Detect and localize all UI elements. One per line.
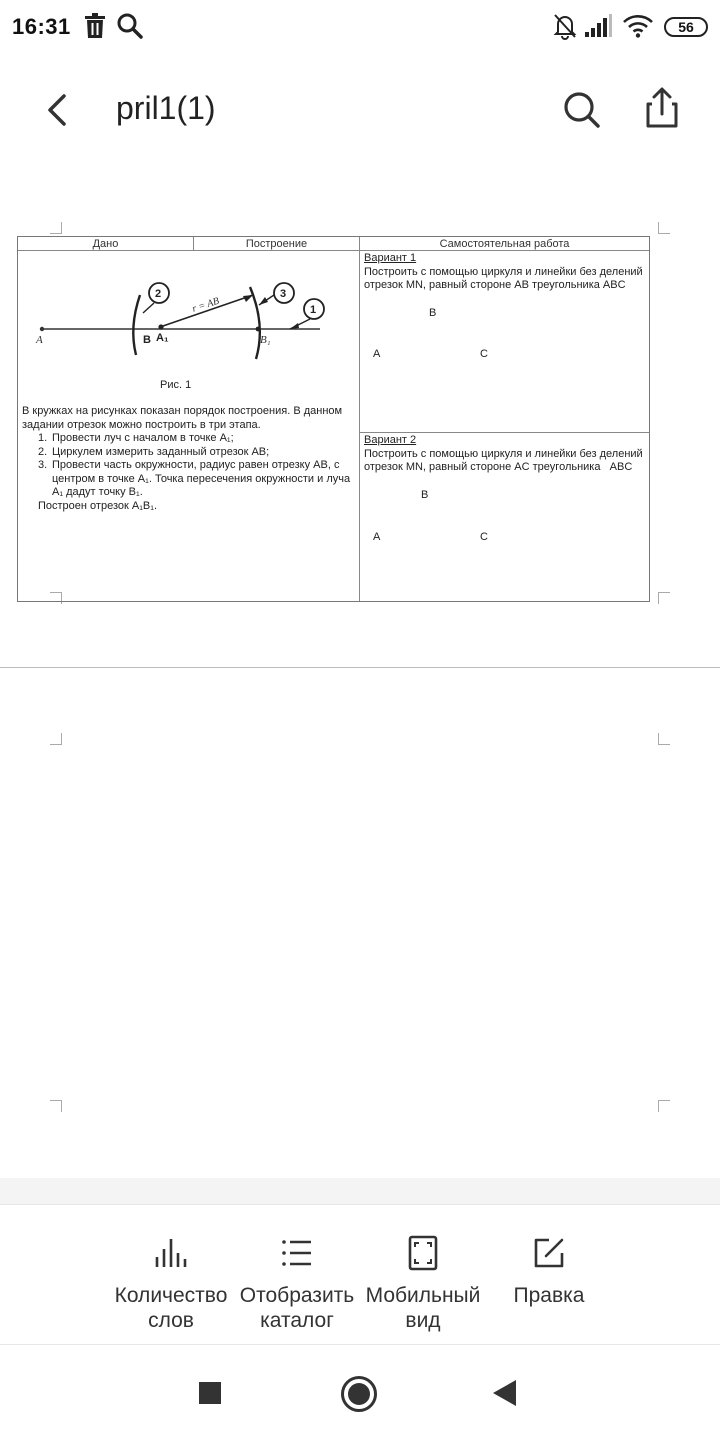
search-icon[interactable] [558,86,606,134]
document-title: pril1(1) [116,90,216,126]
wifi-icon [622,14,654,38]
list-item: 1. Провести луч с началом в точке А₁; [38,432,234,444]
steps-list [22,432,356,500]
share-icon[interactable] [638,84,686,132]
task-table [17,236,650,602]
mobile-view-icon [405,1235,441,1271]
result-text: Построен отрезок А₁В₁. [38,499,158,512]
back-icon[interactable] [492,1379,518,1407]
word-count-label: Количество слов [114,1284,228,1332]
construction-description [22,405,356,513]
variant-2-text: Построить с помощью циркуля и линейки без делений отрезок MN, равный стороне AC треугольника ABC [364,447,646,473]
construction-figure [28,277,338,367]
show-catalog-button[interactable] [232,1235,362,1333]
label-a: А [36,334,43,346]
signal-icon [584,14,612,38]
intro-text: В кружках на рисунках показан порядок построения. В данном задании отрезок можно построить в три этапа. [22,405,343,431]
word-count-button[interactable] [106,1235,236,1333]
step-number-3: 3 [280,288,287,300]
back-arrow-icon[interactable] [36,88,80,132]
page-separator [0,667,720,668]
page-corner-mark [658,733,670,745]
step-number-2: 2 [155,288,162,300]
page-corner-mark [50,1100,62,1112]
variant-1 [364,252,646,293]
variant-1-text: Построить с помощью циркуля и линейки без делений отрезок MN, равный стороне AB треугольника ABC [364,265,643,291]
edit-button[interactable] [484,1235,614,1308]
variant-2 [364,434,646,475]
mobile-view-button[interactable] [358,1235,488,1333]
page-corner-mark [50,222,62,234]
header-independent-work: Самостоятельная работа [439,238,570,250]
home-icon[interactable] [340,1375,378,1413]
variant-2-point-b: B [421,489,429,501]
system-navigation-bar [0,1344,720,1440]
label-b: В [143,334,151,346]
variant-1-point-a: A [373,348,381,360]
edit-icon [531,1235,567,1271]
list-item: 3. Провести часть окружности, радиус равен отрезку АВ, с центром в точке А₁. Точка пересечения окружности и луча А₁ дадут точку В₁. [38,459,351,498]
search-icon [116,12,144,40]
variant-1-title: Вариант 1 [364,252,417,264]
app-header [0,70,720,150]
step-number-1: 1 [310,304,317,316]
battery-icon: 56 [664,17,708,37]
label-a1: А₁ [156,332,169,344]
status-time: 16:31 [12,14,71,39]
label-radius: r = AB [190,295,221,315]
mobile-view-label: Мобильный вид [365,1284,481,1332]
page-corner-mark [50,733,62,745]
variant-2-point-c: C [480,531,488,543]
trash-icon [84,12,106,40]
page-corner-mark [658,222,670,234]
show-catalog-label: Отобразить каталог [239,1284,355,1332]
bell-off-icon [552,12,578,40]
bar-chart-icon [153,1235,189,1271]
page-corner-mark [658,1100,670,1112]
recent-apps-icon[interactable] [198,1381,222,1405]
list-icon [279,1235,315,1271]
variant-2-title: Вариант 2 [364,434,417,446]
edit-label: Правка [513,1284,585,1307]
variant-1-point-c: C [480,348,488,360]
list-item: 2. Циркулем измерить заданный отрезок АВ; [38,445,270,458]
bottom-toolbar [0,1204,720,1344]
figure-caption: Рис. 1 [160,379,192,391]
status-bar [0,0,720,56]
variant-2-point-a: A [373,531,381,543]
page-corner-mark [658,592,670,604]
label-b1: В₁ [260,334,271,346]
header-construction: Построение [245,238,308,250]
header-given: Дано [92,238,119,250]
variant-1-point-b: B [429,307,437,319]
